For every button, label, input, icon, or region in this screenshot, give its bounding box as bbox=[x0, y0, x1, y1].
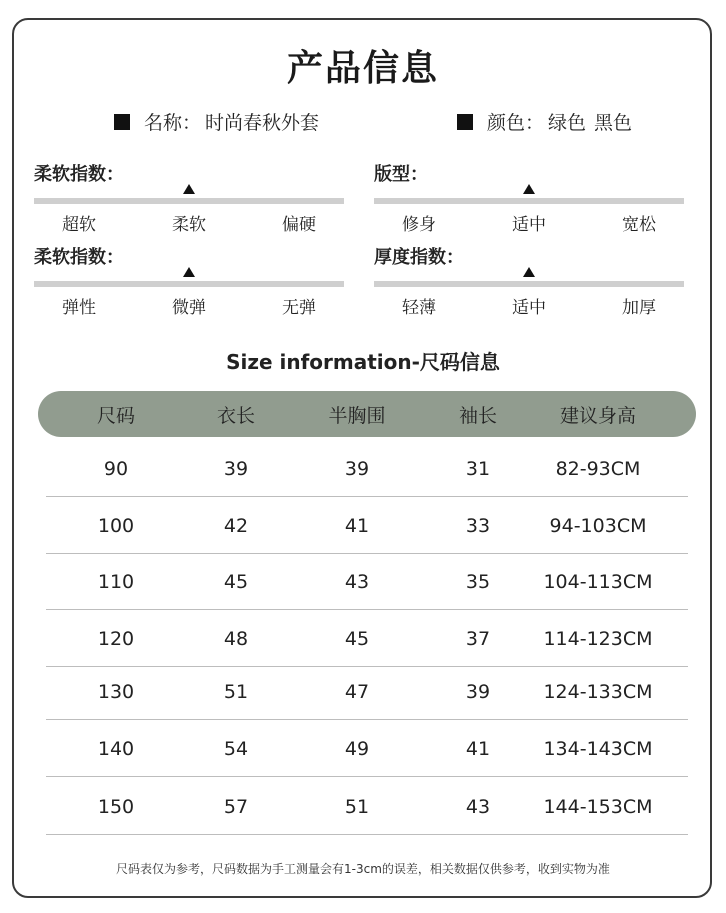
scale-option: 超软 bbox=[62, 215, 96, 235]
table-cell: 43 bbox=[465, 796, 491, 818]
table-row bbox=[0, 497, 726, 554]
triangle-marker-icon bbox=[183, 184, 195, 194]
table-cell: 104-113CM bbox=[543, 571, 653, 593]
disclaimer-note: 尺码表仅为参考，尺码数据为手工测量会有1-3cm的误差，相关数据仅供参考，收到实物为准 bbox=[116, 862, 610, 876]
table-cell: 120 bbox=[97, 628, 135, 650]
header-half-chest: 半胸围 bbox=[328, 404, 386, 427]
attribute-name bbox=[114, 108, 319, 135]
table-cell: 82-93CM bbox=[555, 458, 641, 480]
page-title: 产品信息 bbox=[286, 48, 439, 89]
table-cell: 41 bbox=[465, 738, 491, 760]
scale-bar bbox=[374, 198, 684, 204]
table-cell: 51 bbox=[344, 796, 370, 818]
triangle-marker-icon bbox=[523, 184, 535, 194]
scale-option: 轻薄 bbox=[402, 298, 436, 318]
attribute-color bbox=[457, 108, 632, 135]
table-cell: 51 bbox=[223, 681, 249, 703]
size-info-title: Size information-尺码信息 bbox=[226, 350, 500, 374]
header-size: 尺码 bbox=[96, 404, 135, 427]
table-row bbox=[0, 440, 726, 497]
table-header bbox=[38, 391, 696, 437]
table-cell: 54 bbox=[223, 738, 249, 760]
triangle-marker-icon bbox=[183, 267, 195, 277]
scale-option: 微弹 bbox=[172, 298, 206, 318]
table-cell: 35 bbox=[465, 571, 491, 593]
table-cell: 100 bbox=[97, 515, 135, 537]
triangle-marker-icon bbox=[523, 267, 535, 277]
table-cell: 144-153CM bbox=[543, 796, 653, 818]
square-bullet-icon bbox=[457, 114, 473, 130]
header-sleeve: 袖长 bbox=[458, 404, 497, 427]
table-cell: 57 bbox=[223, 796, 249, 818]
scale-option: 弹性 bbox=[62, 298, 96, 318]
scale-label: 版型： bbox=[374, 164, 428, 185]
scale-option: 加厚 bbox=[622, 298, 656, 318]
table-cell: 43 bbox=[344, 571, 370, 593]
square-bullet-icon bbox=[114, 114, 130, 130]
table-cell: 45 bbox=[344, 628, 370, 650]
table-cell: 110 bbox=[97, 571, 135, 593]
scale-option: 宽松 bbox=[622, 215, 656, 235]
table-cell: 90 bbox=[103, 458, 129, 480]
scale-option: 修身 bbox=[402, 215, 436, 235]
table-row bbox=[0, 663, 726, 720]
table-cell: 41 bbox=[344, 515, 370, 537]
header-height: 建议身高 bbox=[559, 404, 636, 427]
table-cell: 114-123CM bbox=[543, 628, 653, 650]
scale-option: 适中 bbox=[512, 215, 546, 235]
table-cell: 140 bbox=[97, 738, 135, 760]
table-cell: 130 bbox=[97, 681, 135, 703]
table-cell: 134-143CM bbox=[543, 738, 653, 760]
table-row bbox=[0, 778, 726, 835]
row-divider bbox=[46, 776, 688, 777]
scale-label: 柔软指数： bbox=[34, 247, 124, 268]
table-cell: 94-103CM bbox=[549, 515, 647, 537]
table-cell: 42 bbox=[223, 515, 249, 537]
scale-bar bbox=[34, 281, 344, 287]
scale-label: 柔软指数： bbox=[34, 164, 124, 185]
scale-option: 适中 bbox=[512, 298, 546, 318]
table-cell: 33 bbox=[465, 515, 491, 537]
scale-option: 无弹 bbox=[282, 298, 316, 318]
table-cell: 39 bbox=[344, 458, 370, 480]
table-row bbox=[0, 553, 726, 610]
attribute-value-2: 黑色 bbox=[594, 112, 633, 134]
table-cell: 45 bbox=[223, 571, 249, 593]
scale-label: 厚度指数： bbox=[374, 247, 464, 268]
scale-bar bbox=[374, 281, 684, 287]
header-length: 衣长 bbox=[216, 404, 255, 427]
table-cell: 31 bbox=[465, 458, 491, 480]
table-row bbox=[0, 720, 726, 777]
attribute-value: 时尚春秋外套 bbox=[205, 112, 320, 134]
attribute-label: 名称： bbox=[144, 112, 202, 134]
table-cell: 48 bbox=[223, 628, 249, 650]
row-divider bbox=[46, 834, 688, 835]
table-cell: 150 bbox=[97, 796, 135, 818]
table-cell: 37 bbox=[465, 628, 491, 650]
table-cell: 39 bbox=[465, 681, 491, 703]
scale-option: 柔软 bbox=[172, 215, 206, 235]
scale-bar bbox=[34, 198, 344, 204]
attribute-label: 颜色： bbox=[487, 112, 545, 134]
scale-option: 偏硬 bbox=[282, 215, 316, 235]
table-cell: 47 bbox=[344, 681, 370, 703]
table-cell: 49 bbox=[344, 738, 370, 760]
table-cell: 39 bbox=[223, 458, 249, 480]
table-cell: 124-133CM bbox=[543, 681, 653, 703]
table-row bbox=[0, 610, 726, 667]
attribute-value: 绿色 bbox=[548, 112, 587, 134]
